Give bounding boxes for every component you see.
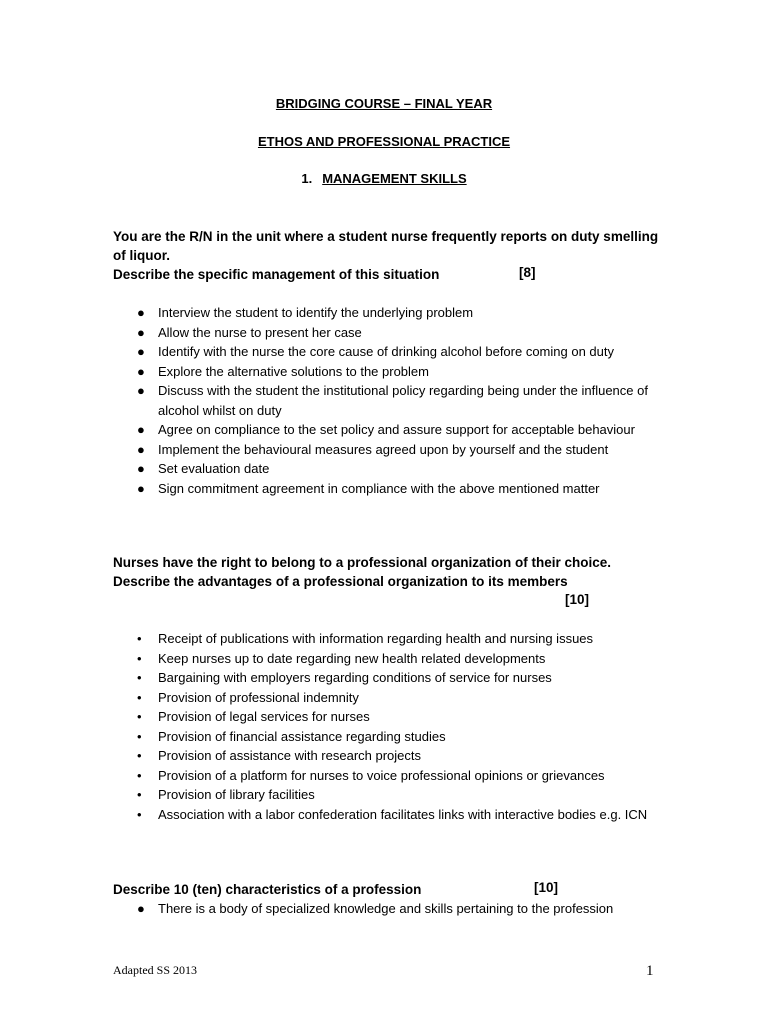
bullet-icon: ● <box>137 461 145 476</box>
question-2-answer-list <box>113 629 673 824</box>
bullet-icon: ● <box>137 363 145 379</box>
list-item: ● Explore the alternative solutions to the problem <box>113 362 673 382</box>
question-1-marks: [8] <box>519 265 536 280</box>
document-subtitle: ETHOS AND PROFESSIONAL PRACTICE <box>257 134 511 149</box>
bullet-icon: • <box>137 806 142 822</box>
question-1-instruction: Describe the specific management of this situation <box>113 267 440 282</box>
list-item: • Bargaining with employers regarding conditions of service for nurses <box>113 668 673 688</box>
list-item: ● Discuss with the student the institutional policy regarding being under the influence of alcohol whilst on duty <box>137 383 648 418</box>
question-2-marks: [10] <box>565 592 590 607</box>
section-title: MANAGEMENT SKILLS <box>322 171 467 186</box>
question-2-instruction: Describe the advantages of a professional organization to its members <box>113 574 568 589</box>
bullet-icon: ● <box>137 480 145 496</box>
bullet-icon: • <box>137 650 142 666</box>
question-2-text: Nurses have the right to belong to a professional organization of their choice. <box>113 555 612 570</box>
list-item: • Receipt of publications with information regarding health and nursing issues <box>113 629 673 649</box>
question-3-answer-list <box>113 899 673 919</box>
bullet-icon: • <box>137 631 142 646</box>
question-1-answer-list <box>113 303 673 498</box>
page-number: 1 <box>646 963 654 979</box>
bullet-icon: ● <box>137 901 145 916</box>
bullet-icon: ● <box>137 324 145 340</box>
bullet-icon: ● <box>137 383 145 398</box>
bullet-icon: ● <box>137 441 145 457</box>
bullet-icon: • <box>137 670 142 685</box>
bullet-icon: • <box>137 709 142 724</box>
bullet-icon: • <box>137 787 142 802</box>
question-1-text: You are the R/N in the unit where a student nurse frequently reports on duty smelling of liquor. <box>113 229 659 263</box>
bullet-icon: ● <box>137 344 145 359</box>
list-item: • Keep nurses up to date regarding new health related developments <box>113 649 673 669</box>
list-item: • Provision of a platform for nurses to voice professional opinions or grievances <box>113 766 673 786</box>
bullet-icon: • <box>137 689 142 705</box>
list-item: • Provision of library facilities <box>113 785 673 805</box>
list-item: ● Identify with the nurse the core cause of drinking alcohol before coming on duty <box>113 342 673 362</box>
list-item: ● Interview the student to identify the underlying problem <box>113 303 673 323</box>
list-item: ● Allow the nurse to present her case <box>113 323 673 343</box>
question-3-marks: [10] <box>534 880 559 895</box>
list-item: • Provision of legal services for nurses <box>113 707 673 727</box>
section-number: 1. <box>301 171 313 186</box>
question-3-instruction: Describe 10 (ten) characteristics of a profession <box>113 882 422 897</box>
footer-note: Adapted SS 2013 <box>113 963 197 977</box>
bullet-icon: • <box>137 748 142 763</box>
bullet-icon: ● <box>137 305 145 320</box>
list-item: ● Implement the behavioural measures agreed upon by yourself and the student <box>113 440 673 460</box>
bullet-icon: • <box>137 728 142 744</box>
list-item: ● There is a body of specialized knowledge and skills pertaining to the profession <box>113 899 673 919</box>
list-item: ● Agree on compliance to the set policy and assure support for acceptable behaviour <box>113 420 673 440</box>
bullet-icon: ● <box>137 422 145 437</box>
list-item: • Association with a labor confederation facilitates links with interactive bodies e.g. ICN <box>113 805 673 825</box>
list-item: • Provision of professional indemnity <box>113 688 673 708</box>
bullet-icon: • <box>137 767 142 783</box>
section-heading <box>0 171 768 186</box>
document-title: BRIDGING COURSE – FINAL YEAR <box>275 96 493 111</box>
list-item: ● Set evaluation date <box>113 459 673 479</box>
list-item: • Provision of financial assistance regarding studies <box>113 727 673 747</box>
list-item: ● Sign commitment agreement in compliance with the above mentioned matter <box>113 479 673 499</box>
list-item: • Provision of assistance with research projects <box>113 746 673 766</box>
